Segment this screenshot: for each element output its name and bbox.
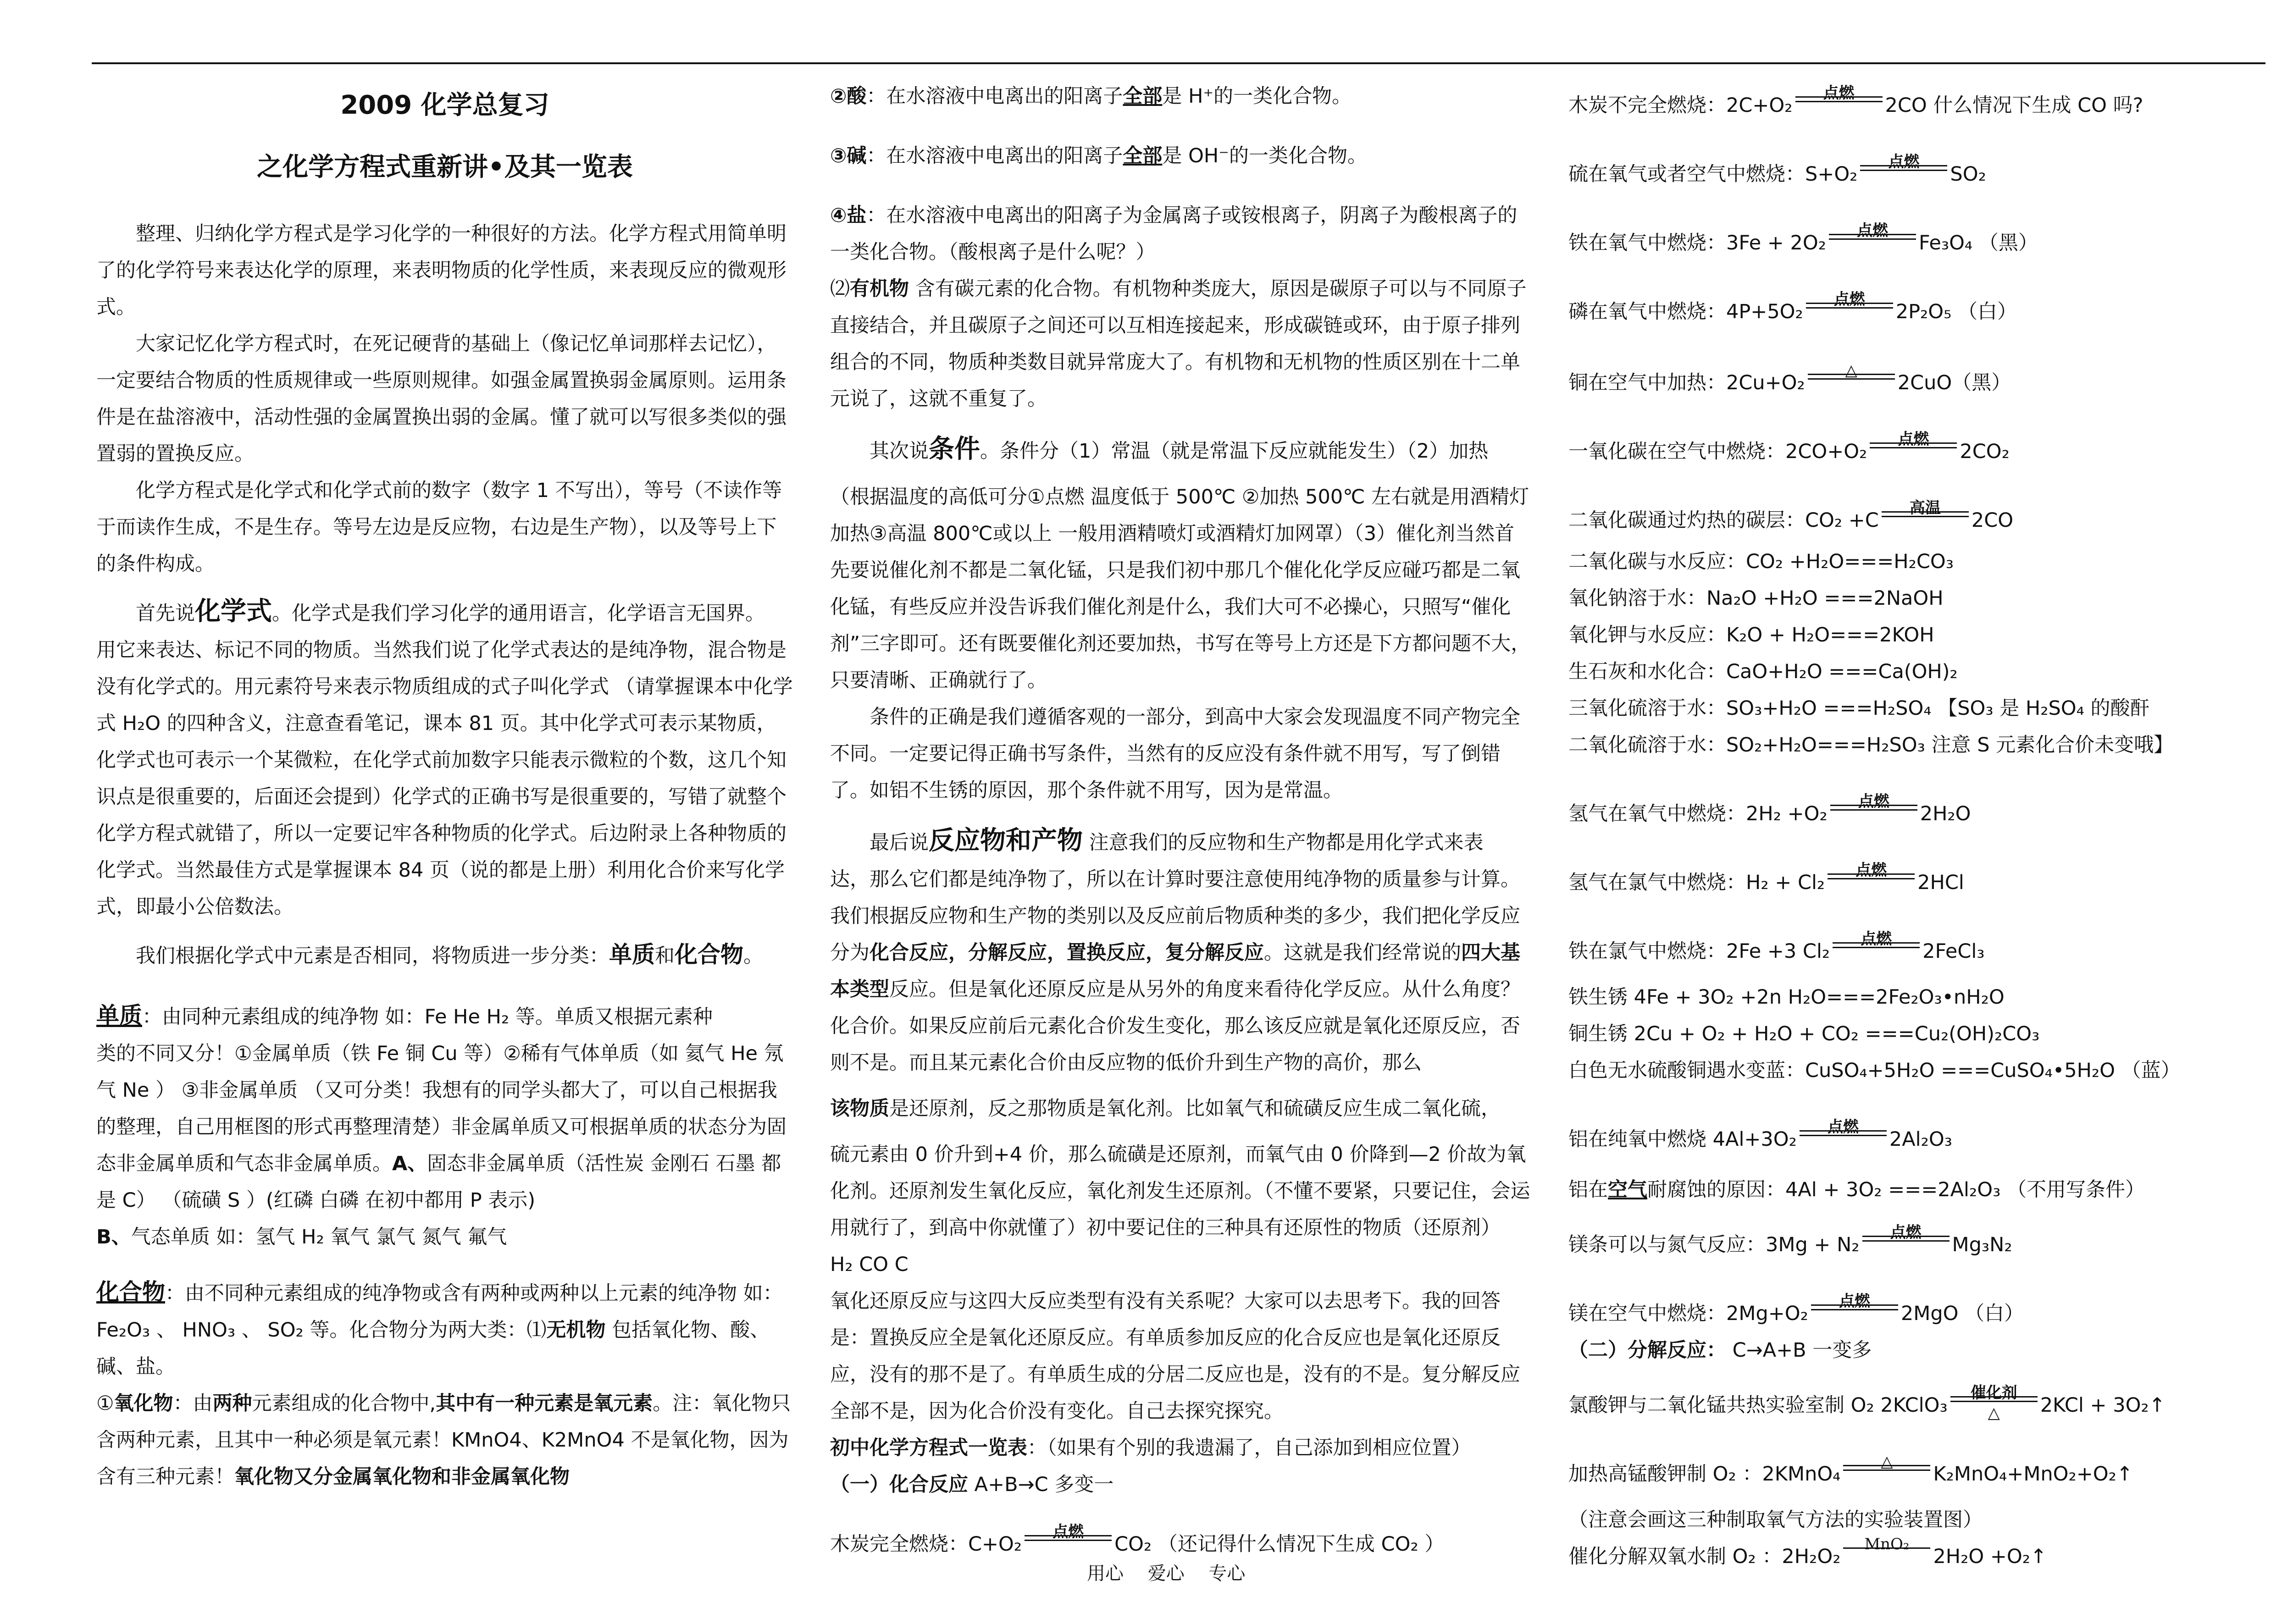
column-3 (1568, 78, 2284, 1575)
paragraph-organic: ⑵有机物 含有碳元素的化合物。有机物种类庞大，原因是碳原子可以与不同原子直接结合，并且碳原子之间还可以互相连接起来，形成碳链或环，由于原子排列组合的不同，物质种类数目就异常庞大了。有机物和无机物的性质区别在十二单元说了，这就不重复了。 (830, 277, 1527, 410)
paragraph-reactants: 达，那么它们都是纯净物了，所以在计算时要注意使用纯净物的质量参与计算。我们根据反应物和生产物的类别以及反应前后物质种类的多少，我们把化学反应分为化合反应，分解反应，置换反应，复分解反应。这就是我们经常说的四大基本类型反应。但是氧化还原反应是从另外的角度来看待化学反应。从什么角度？化合价。如果反应前后元素化合价发生变化，那么该反应就是氧化还原反应，否则不是。而且某元素化合价由反应物的低价升到生产物的高价，那么 (830, 868, 1520, 1074)
section-decomposition: （二）分解反应： C→A+B 一变多 (1568, 1339, 1872, 1362)
paragraph-compound: 化合物：由不同种元素组成的纯净物或含有两种或两种以上元素的纯净物 如： (96, 1279, 783, 1305)
column-2 (830, 78, 1532, 1563)
paragraph-element-types: 类的不同又分！①金属单质（铁 Fe 铜 Cu 等）②稀有气体单质（如 氦气 He 氖气 Ne ） ③非金属单质 （又可分类！我想有的同学头都大了，可以自己根据我的整理，自己用框图的形式再整理清楚）非金属单质又可根据单质的状态分为固态非金属单质和气态非金属单质。A、固态非金属单质（活性炭 金刚石 石墨 都是 C） （硫磺 S ）(红磷 白磷 在初中都用 P 表示) (96, 1042, 786, 1212)
paragraph-salt: ④盐：在水溶液中电离出的阳离子为金属离子或铵根离子，阴离子为酸根离子的一类化合物。（酸根离子是什么呢？） (830, 204, 1518, 264)
equation-aluminum-air: 铝在空气耐腐蚀的原因：4Al + 3O₂ ===2Al₂O₃ （不用写条件） (1568, 1178, 2145, 1201)
equation-magnesium-air: 镁在空气中燃烧：2Mg+O₂ 点燃 2MgO （白） (1568, 1292, 2024, 1325)
keyword-compound: 化合物 (96, 1279, 165, 1305)
equation-copper-heat: 铜在空气中加热：2Cu+O₂ △ 2CuO（黑） (1568, 361, 2011, 394)
equation-kmno4: 加热高锰酸钾制 O₂ ：2KMnO₄ △ K₂MnO₄+MnO₂+O₂↑ (1568, 1453, 2133, 1486)
keyword-reactants: 反应物和产物 (929, 826, 1083, 856)
paragraph-classify: 我们根据化学式中元素是否相同，将物质进一步分类：单质和化合物。 (136, 941, 763, 968)
equation-iron-chlorine: 铁在氯气中燃烧：2Fe +3 Cl₂ 点燃 2FeCl₃ (1568, 930, 1985, 963)
keyword-element: 单质 (96, 1002, 142, 1029)
paragraph-condition: （根据温度的高低可分①点燃 温度低于 500℃ ②加热 500℃ 左右就是用酒精灯加热③高温 800℃或以上 一般用酒精喷灯或酒精灯加网罩）（3）催化剂当然首先要说催化剂不都是二氧化锰，只是我们初中那几个催化化学反应碰巧都是二氧化锰，有些反应并没告诉我们催化剂是什么，我们大可不必操心，只照写“催化剂”三字即可。还有既要催化剂还要加热，书写在等号上方还是下方都问题不大，只要清晰、正确就行了。 (830, 486, 1531, 692)
equation-co2-carbon: 二氧化碳通过灼热的碳层：CO₂ +C 高温 2CO (1568, 499, 2014, 532)
paragraph-gas-element: B、气态单质 如：氢气 H₂ 氧气 氯气 氮气 氟气 (96, 1226, 507, 1248)
equation-iron-oxygen: 铁在氧气中燃烧：3Fe + 2O₂ 点燃 Fe₃O₄ （黑） (1568, 221, 2038, 254)
equation-carbon-complete: 木炭完全燃烧：C+O₂ 点燃 CO₂ （还记得什么情况下生成 CO₂ ） (830, 1523, 1445, 1556)
equation-copper-rust: 铜生锈 2Cu + O₂ + H₂O + CO₂ ===Cu₂(OH)₂CO₃ (1568, 1022, 2040, 1045)
paragraph-formula: 用它来表达、标记不同的物质。当然我们说了化学式表达的是纯净物，混合物是没有化学式的。用元素符号来表示物质组成的式子叫化学式 （请掌握课本中化学式 H₂O 的四种含义，注意查看笔记，课本 81 页。其中化学式可表示某物质，化学式也可表示一个某微粒，在化学式前加数字只能表示微粒的个数，这几个知识点是很重要的，后面还会提到）化学式的正确书写是很重要的，写错了就整个化学方程式就错了，所以一定要记牢各种物质的化学式。后边附录上各种物质的化学式。当然最佳方式是掌握课本 84 页（说的都是上册）利用化合价来写化学式，即最小公倍数法。 (96, 639, 793, 918)
equation-co-burn: 一氧化碳在空气中燃烧：2CO+O₂ 点燃 2CO₂ (1568, 430, 2010, 463)
paragraph-list-heading: 初中化学方程式一览表：（如果有个别的我遗漏了，自己添加到相应位置） (830, 1436, 1471, 1459)
header-rule (92, 62, 2265, 64)
equation-co2-water: 二氧化碳与水反应：CO₂ +H₂O===H₂CO₃ (1568, 550, 1954, 573)
equation-aluminum-oxygen: 铝在纯氧中燃烧 4Al+3O₂ 点燃 2Al₂O₃ (1568, 1118, 1952, 1151)
paragraph-condition-correct: 条件的正确是我们遵循客观的一部分，到高中大家会发现温度不同产物完全不同。一定要记得正确书写条件，当然有的反应没有条件就不用写，写了倒错了。如铝不生锈的原因，那个条件就不用写，因为是常温。 (830, 706, 1520, 802)
paragraph-acid: ②酸：在水溶液中电离出的阳离子全部是 H⁺的一类化合物。 (830, 85, 1352, 108)
equation-sulfur: 硫在氧气或者空气中燃烧：S+O₂ 点燃 SO₂ (1568, 153, 1986, 186)
paragraph-condition-heading: 其次说条件。条件分（1）常温（就是常温下反应就能发生）（2）加热 (870, 434, 1489, 464)
document-title: 2009 化学总复习 (340, 90, 549, 120)
paragraph-redox-detail: 硫元素由 0 价升到+4 价，那么硫磺是还原剂，而氧气由 0 价降到—2 价故为氧化剂。还原剂发生氧化反应，氧化剂发生还原剂。（不懂不要紧，只要记住，会运用就行了，到高中你就懂了）初中要记住的三种具有还原性的物质（还原剂） (830, 1143, 1530, 1239)
equation-hydrogen-oxygen: 氢气在氧气中燃烧：2H₂ +O₂ 点燃 2H₂O (1568, 792, 1971, 825)
paragraph-base: ③碱：在水溶液中电离出的阳离子全部是 OH⁻的一类化合物。 (830, 144, 1367, 167)
equation-hydrogen-chlorine: 氢气在氯气中燃烧：H₂ + Cl₂ 点燃 2HCl (1568, 861, 1964, 894)
equation-carbon-incomplete: 木炭不完全燃烧：2C+O₂ 点燃 2CO 什么情况下生成 CO 吗? (1568, 84, 2143, 117)
paragraph-redox-question: 氧化还原反应与这四大反应类型有没有关系呢？大家可以去思考下。我的回答是：置换反应全是氧化还原反应。有单质参加反应的化合反应也是氧化还原反应，没有的那不是了。有单质生成的分居二反应也是，没有的不是。复分解反应全部不是，因为化合价没有变化。自己去探究探究。 (830, 1290, 1520, 1423)
paragraph-memory: 大家记忆化学方程式时，在死记硬背的基础上（像记忆单词那样去记忆），一定要结合物质的性质规律或一些原则规律。如强金属置换弱金属原则。运用条件是在盐溶液中，活动性强的金属置换出弱的金属。懂了就可以写很多类似的强置弱的置换反应。 (96, 332, 786, 465)
page-footer: 用心 爱心 专心 (1087, 1563, 1246, 1584)
equation-iron-rust: 铁生锈 4Fe + 3O₂ +2n H₂O===2Fe₂O₃•nH₂O (1568, 986, 2005, 1009)
equation-so2-water: 二氧化硫溶于水：SO₂+H₂O===H₂SO₃ 注意 S 元素化合价未变哦】 (1568, 734, 2174, 757)
paragraph-redox: 该物质是还原剂，反之那物质是氧化剂。比如氧气和硫磺反应生成二氧化硫， (830, 1097, 1501, 1120)
paragraph-element: 单质：由同种元素组成的纯净物 如：Fe He H₂ 等。单质又根据元素种 (96, 1002, 713, 1029)
paragraph-intro: 整理、归纳化学方程式是学习化学的一种很好的方法。化学方程式用简单明了的化学符号来表达化学的原理，来表明物质的化学性质，来表现反应的微观形式。 (96, 222, 786, 319)
equation-cao-water: 生石灰和水化合：CaO+H₂O ===Ca(OH)₂ (1568, 660, 1958, 683)
equation-na2o-water: 氧化钠溶于水：Na₂O +H₂O ===2NaOH (1568, 587, 1944, 610)
keyword-formula: 化学式 (195, 597, 272, 626)
equation-cuso4-water: 白色无水硫酸铜遇水变蓝：CuSO₄+5H₂O ===CuSO₄•5H₂O （蓝） (1568, 1059, 2181, 1082)
column-1 (96, 78, 793, 1495)
equation-phosphorus: 磷在氧气中燃烧：4P+5O₂ 点燃 2P₂O₅ （白） (1568, 290, 2017, 323)
paragraph-formula-heading: 首先说化学式。化学式是我们学习化学的通用语言，化学语言无国界。 (136, 597, 765, 626)
section-combination: （一）化合反应 A+B→C 多变一 (830, 1473, 1114, 1496)
equation-kclo3: 氯酸钾与二氧化锰共热实验室制 O₂ 2KClO₃ 催化剂 △ 2KCl + 3O₂↑ (1568, 1384, 2166, 1422)
reducing-agents: H₂ CO C (830, 1253, 908, 1276)
paragraph-reactants-heading: 最后说反应物和产物 注意我们的反应物和生产物都是用化学式来表 (870, 826, 1484, 856)
paragraph-oxide: ①氧化物：由两种元素组成的化合物中,其中有一种元素是氧元素。注：氧化物只含两种元素，且其中一种必须是氧元素！KMnO4、K2MnO4 不是氧化物，因为含有三种元素！氧化物又分金属氧化物和非金属氧化物 (96, 1392, 791, 1488)
keyword-condition: 条件 (929, 434, 980, 464)
paragraph-equation-def: 化学方程式是化学式和化学式前的数字（数字 1 不写出），等号（不读作等于而读作生成，不是生存。等号左边是反应物，右边是生产物），以及等号上下的条件构成。 (96, 479, 782, 575)
equation-magnesium-nitrogen: 镁条可以与氮气反应：3Mg + N₂ 点燃 Mg₃N₂ (1568, 1223, 2012, 1256)
equation-so3-water: 三氧化硫溶于水：SO₃+H₂O ===H₂SO₄ 【SO₃ 是 H₂SO₄ 的酸酐 (1568, 697, 2150, 720)
note-apparatus: （注意会画这三种制取氧气方法的实验装置图） (1568, 1508, 1983, 1531)
equation-h2o2: 催化分解双氧水制 O₂ ：2H₂O₂ MnO₂ 2H₂O +O₂↑ (1568, 1535, 2047, 1568)
paragraph-compound-types: Fe₂O₃ 、 HNO₃ 、 SO₂ 等。化合物分为两大类：⑴无机物 包括氧化物、酸、碱、盐。 (96, 1319, 770, 1378)
equation-k2o-water: 氧化钾与水反应：K₂O + H₂O===2KOH (1568, 624, 1934, 646)
document-subtitle: 之化学方程式重新讲•及其一览表 (257, 152, 633, 182)
